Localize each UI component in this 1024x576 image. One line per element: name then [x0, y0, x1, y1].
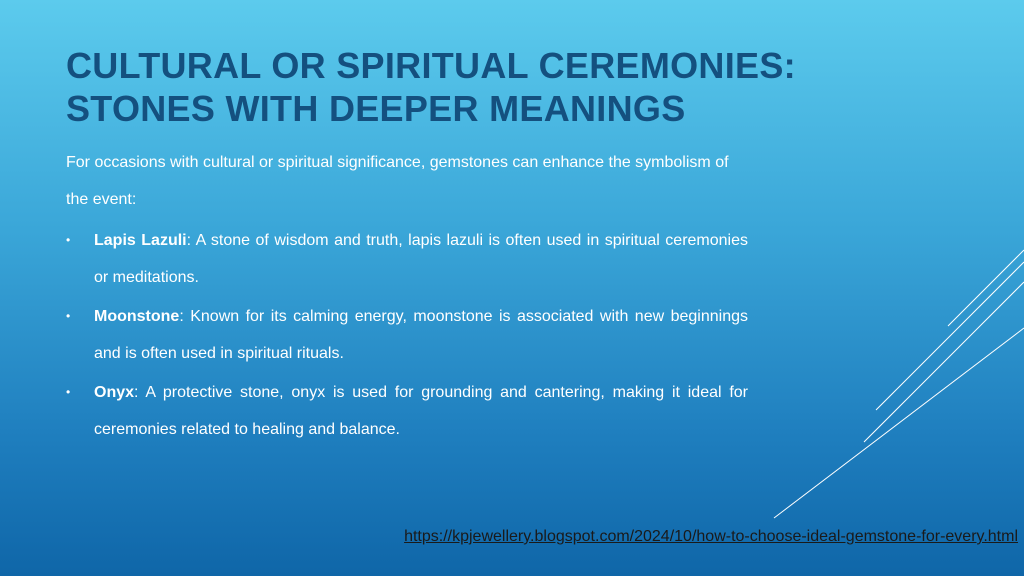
- source-link[interactable]: https://kpjewellery.blogspot.com/2024/10/how-to-choose-ideal-gemstone-for-every.html: [404, 528, 1018, 545]
- bullet-term: Lapis Lazuli: [94, 232, 187, 249]
- bullet-term: Onyx: [94, 384, 135, 401]
- slide-title-line-2: STONES WITH DEEPER MEANINGS: [66, 88, 686, 129]
- bullet-dot-icon: •: [66, 309, 71, 323]
- bullet-text: : Known for its calming energy, moonstone is associated with new beginnings and is often used in spiritual rituals.: [94, 308, 748, 362]
- decor-line: [864, 282, 1024, 442]
- decor-line: [774, 328, 1024, 518]
- slide-title-line-1: CULTURAL OR SPIRITUAL CEREMONIES:: [66, 45, 796, 86]
- bullet-dot-icon: •: [66, 385, 71, 399]
- decor-line: [948, 250, 1024, 326]
- bullet-text: : A stone of wisdom and truth, lapis lazuli is often used in spiritual ceremonies or meditations.: [94, 232, 748, 286]
- bullet-term: Moonstone: [94, 308, 180, 325]
- bullet-text: : A protective stone, onyx is used for grounding and cantering, making it ideal for ceremonies related to healing and balance.: [94, 384, 748, 438]
- bullet-dot-icon: •: [66, 233, 71, 247]
- intro-paragraph: For occasions with cultural or spiritual significance, gemstones can enhance the symbolism of the event:: [66, 154, 729, 208]
- decor-line: [876, 262, 1024, 410]
